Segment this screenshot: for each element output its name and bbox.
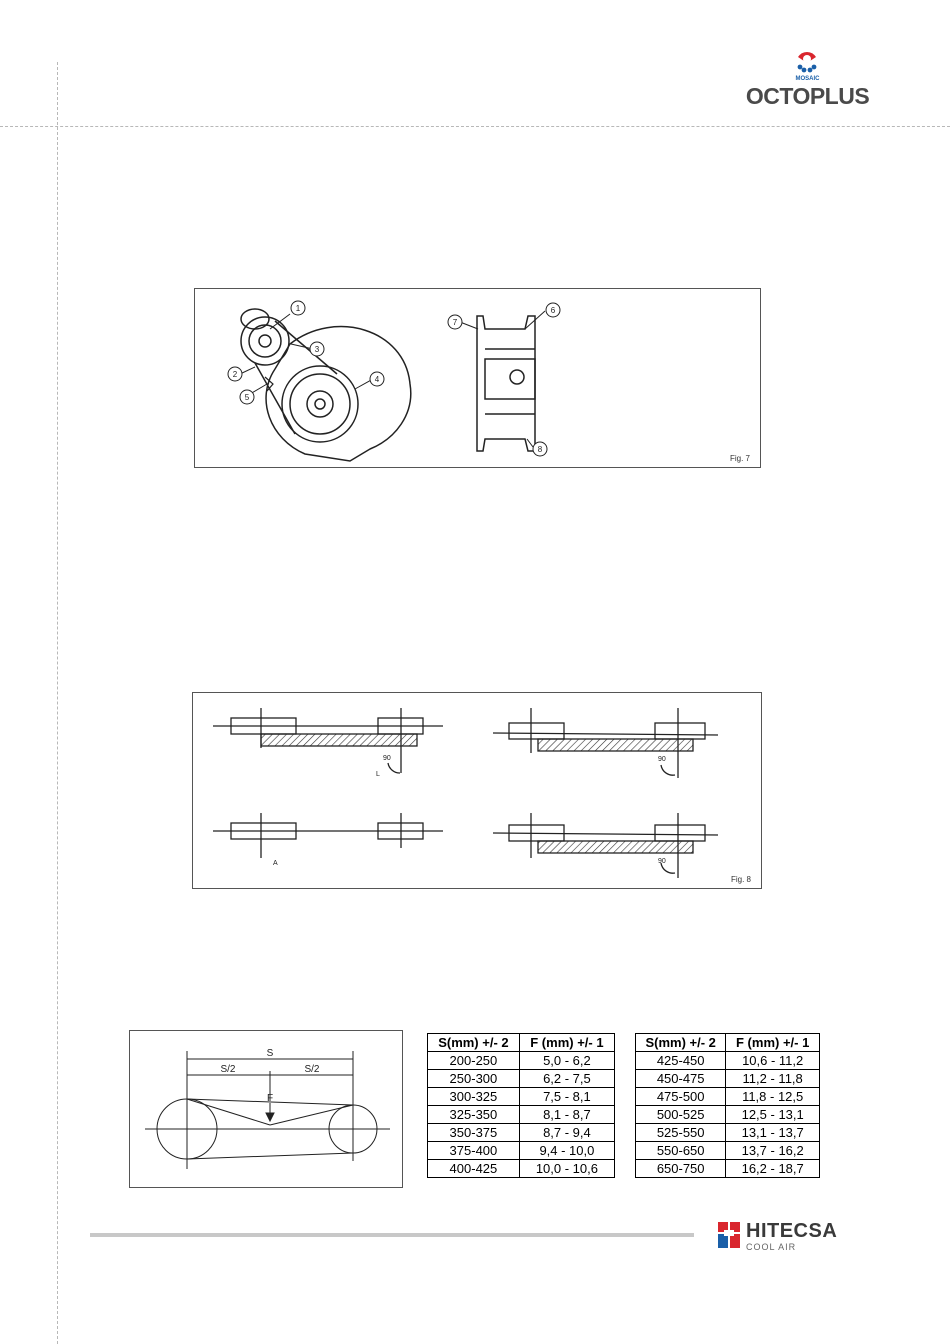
table-row — [636, 1124, 820, 1142]
belt-tension-diagram — [129, 1030, 403, 1188]
letter-a: A — [273, 860, 278, 867]
table-row — [428, 1088, 615, 1106]
callout-7-text: 7 — [452, 318, 458, 327]
col-header-deflection: F (mm) +/- 1 — [519, 1034, 614, 1052]
cell-deflection: 7,5 - 8,1 — [519, 1088, 614, 1106]
span-label: S — [266, 1048, 274, 1059]
tension-table-1 — [427, 1033, 615, 1178]
mosaic-label: MOSAIC — [795, 76, 820, 82]
footer-rule — [90, 1233, 694, 1237]
cell-span: 200-250 — [428, 1052, 520, 1070]
fan-pulley-drawing — [195, 289, 760, 467]
octoplus-logo — [735, 50, 880, 112]
cell-deflection: 10,0 - 10,6 — [519, 1160, 614, 1178]
cell-span: 350-375 — [428, 1124, 520, 1142]
belt-deflection-drawing — [130, 1031, 402, 1187]
cell-span: 450-475 — [636, 1070, 726, 1088]
col-header-deflection: F (mm) +/- 1 — [726, 1034, 820, 1052]
table-row — [636, 1160, 820, 1178]
cell-span: 525-550 — [636, 1124, 726, 1142]
table-row — [428, 1124, 615, 1142]
figure-8-label: Fig. 8 — [730, 875, 751, 884]
cell-span: 425-450 — [636, 1052, 726, 1070]
cell-deflection: 10,6 - 11,2 — [726, 1052, 820, 1070]
angle-label-1: 90 — [383, 755, 391, 762]
table-row — [636, 1052, 820, 1070]
callout-2-text: 2 — [232, 370, 238, 379]
table-row — [428, 1106, 615, 1124]
half-right-label: S/2 — [304, 1064, 320, 1075]
cell-deflection: 13,7 - 16,2 — [726, 1142, 820, 1160]
cell-deflection: 9,4 - 10,0 — [519, 1142, 614, 1160]
table-row — [428, 1160, 615, 1178]
half-left-label: S/2 — [220, 1064, 236, 1075]
cell-span: 550-650 — [636, 1142, 726, 1160]
cell-deflection: 5,0 - 6,2 — [519, 1052, 614, 1070]
cell-span: 375-400 — [428, 1142, 520, 1160]
cell-deflection: 13,1 - 13,7 — [726, 1124, 820, 1142]
hitecsa-tagline: COOL AIR — [746, 1242, 797, 1252]
callout-1-text: 1 — [295, 304, 301, 313]
table-row — [636, 1088, 820, 1106]
callout-8-text: 8 — [537, 445, 543, 454]
cell-span: 300-325 — [428, 1088, 520, 1106]
callout-5-text: 5 — [244, 393, 250, 402]
table-row — [428, 1070, 615, 1088]
callout-6-text: 6 — [550, 306, 556, 315]
table-row — [636, 1106, 820, 1124]
hitecsa-wordmark: HITECSA — [746, 1220, 838, 1242]
hitecsa-emblem-icon — [716, 1218, 742, 1252]
table-row — [428, 1142, 615, 1160]
cell-deflection: 6,2 - 7,5 — [519, 1070, 614, 1088]
cell-span: 475-500 — [636, 1088, 726, 1106]
table-row — [636, 1142, 820, 1160]
cell-deflection: 8,7 - 9,4 — [519, 1124, 614, 1142]
tension-table-2 — [635, 1033, 820, 1178]
callout-4-text: 4 — [374, 375, 380, 384]
cell-deflection: 11,2 - 11,8 — [726, 1070, 820, 1088]
cell-deflection: 16,2 - 18,7 — [726, 1160, 820, 1178]
cell-span: 500-525 — [636, 1106, 726, 1124]
margin-guide-vertical — [57, 62, 58, 1344]
force-label: F — [266, 1093, 274, 1104]
cell-span: 400-425 — [428, 1160, 520, 1178]
cell-span: 650-750 — [636, 1160, 726, 1178]
figure-8 — [192, 692, 762, 889]
header-divider — [0, 126, 950, 127]
cell-span: 325-350 — [428, 1106, 520, 1124]
cell-deflection: 8,1 - 8,7 — [519, 1106, 614, 1124]
table-row — [636, 1070, 820, 1088]
callout-3-text: 3 — [314, 345, 320, 354]
cell-deflection: 11,8 - 12,5 — [726, 1088, 820, 1106]
letter-l: L — [376, 771, 380, 778]
angle-label-2: 90 — [658, 756, 666, 763]
col-header-span: S(mm) +/- 2 — [636, 1034, 726, 1052]
table-row — [428, 1052, 615, 1070]
octoplus-wordmark: OCTOPLUS — [745, 83, 870, 109]
figure-7 — [194, 288, 761, 468]
col-header-span: S(mm) +/- 2 — [428, 1034, 520, 1052]
hitecsa-logo — [716, 1218, 876, 1254]
cell-deflection: 12,5 - 13,1 — [726, 1106, 820, 1124]
cell-span: 250-300 — [428, 1070, 520, 1088]
angle-label-3: 90 — [658, 858, 666, 865]
pulley-alignment-drawing — [193, 693, 761, 888]
figure-7-label: Fig. 7 — [729, 454, 750, 463]
